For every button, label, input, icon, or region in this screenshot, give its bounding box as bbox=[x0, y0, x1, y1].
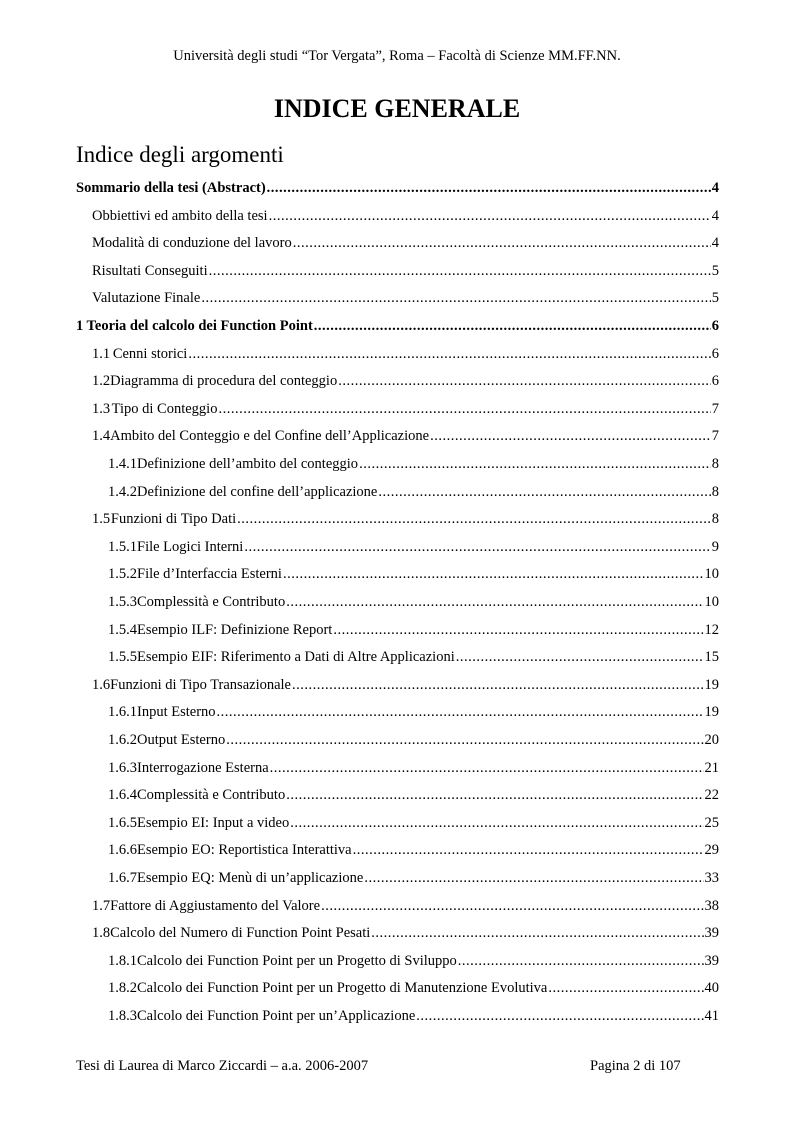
toc-leader-dots bbox=[364, 870, 703, 887]
toc-entry-number: 1.1 bbox=[92, 345, 111, 362]
toc-leader-dots bbox=[201, 290, 710, 307]
toc-entry[interactable] bbox=[92, 898, 719, 922]
footer-author: Tesi di Laurea di Marco Ziccardi – a.a. 2006-2007 bbox=[76, 1058, 369, 1074]
toc-entry-page: 29 bbox=[704, 842, 719, 859]
toc-entry-label: Esempio EQ: Menù di un’applicazione bbox=[137, 870, 364, 886]
toc-entry[interactable] bbox=[92, 677, 719, 701]
toc-entry[interactable] bbox=[92, 235, 719, 259]
toc-entry-label: Tipo di Conteggio bbox=[111, 400, 218, 417]
toc-entry-label: Esempio EIF: Riferimento a Dati di Altre Applicazioni bbox=[137, 649, 455, 666]
toc-entry-number: 1.8.2 bbox=[108, 980, 137, 997]
toc-entry-number: 1.6.5 bbox=[108, 814, 137, 831]
toc-entry-page: 25 bbox=[704, 814, 719, 831]
toc-entry-label: Calcolo del Numero di Function Point Pesati bbox=[110, 925, 371, 942]
toc-entry-number: 1.6.7 bbox=[108, 870, 137, 886]
toc-entry-label: Complessità e Contributo bbox=[137, 787, 286, 804]
toc-entry-number: 1.5.4 bbox=[108, 621, 137, 638]
toc-entry-number: 1.4.1 bbox=[108, 456, 137, 472]
toc-entry-number: 1.8 bbox=[92, 925, 111, 942]
toc-leader-dots bbox=[237, 511, 711, 528]
toc-entry-label: File d’Interfaccia Esterni bbox=[137, 566, 282, 583]
toc-entry[interactable] bbox=[108, 649, 719, 673]
toc-entry-label: Valutazione Finale bbox=[92, 290, 201, 307]
toc-leader-dots bbox=[416, 1008, 703, 1025]
toc-entry-page: 22 bbox=[704, 787, 719, 804]
page-header: Università degli studi “Tor Vergata”, Roma – Facoltà di Scienze MM.FF.NN. bbox=[173, 48, 621, 64]
toc-leader-dots bbox=[286, 787, 703, 804]
toc-leader-dots bbox=[270, 760, 704, 777]
toc-entry-page: 5 bbox=[711, 290, 719, 307]
toc-entry[interactable] bbox=[92, 346, 719, 370]
toc-entry-label: Complessità e Contributo bbox=[137, 594, 286, 610]
toc-entry-number: 1.6.1 bbox=[108, 704, 137, 721]
toc-entry[interactable] bbox=[76, 318, 719, 342]
toc-leader-dots bbox=[290, 815, 703, 832]
toc-entry-number: 1.5.2 bbox=[108, 566, 137, 583]
toc-entry[interactable] bbox=[108, 594, 719, 618]
toc-entry-number: 1.5.5 bbox=[108, 649, 137, 666]
toc-leader-dots bbox=[209, 263, 711, 280]
toc-entry-page: 6 bbox=[711, 345, 719, 362]
toc-entry-label: Interrogazione Esterna bbox=[137, 759, 269, 776]
toc-entry[interactable] bbox=[92, 401, 719, 425]
toc-entry-number: 1.6 bbox=[92, 676, 111, 693]
toc-entry[interactable] bbox=[92, 263, 719, 287]
toc-entry[interactable] bbox=[108, 732, 719, 756]
toc-entry-number: 1.6.2 bbox=[108, 732, 137, 748]
toc-leader-dots bbox=[458, 953, 704, 970]
toc-entry-page: 4 bbox=[711, 235, 719, 252]
toc-entry-label: Funzioni di Tipo Dati bbox=[110, 511, 237, 528]
toc-entry[interactable] bbox=[108, 760, 719, 784]
toc-entry-number: 1.4 bbox=[92, 428, 111, 445]
toc-entry-label: Diagramma di procedura del conteggio bbox=[110, 373, 338, 390]
toc-entry[interactable] bbox=[92, 373, 719, 397]
toc-leader-dots bbox=[378, 484, 710, 501]
toc-entry-page: 6 bbox=[711, 373, 719, 390]
toc-entry-number: 1.5 bbox=[92, 511, 111, 528]
toc-entry-label: Fattore di Aggiustamento del Valore bbox=[110, 897, 321, 914]
toc-entry-label: Esempio EO: Reportistica Interattiva bbox=[137, 842, 352, 859]
toc-leader-dots bbox=[321, 898, 703, 915]
toc-entry-page: 8 bbox=[711, 456, 719, 472]
toc-entry-label: Output Esterno bbox=[137, 732, 226, 748]
toc-entry-number: 1.7 bbox=[92, 897, 111, 914]
toc-entry[interactable] bbox=[108, 484, 719, 508]
toc-entry-number: 1.2 bbox=[92, 373, 111, 390]
toc-entry-label: Esempio EI: Input a video bbox=[137, 814, 290, 831]
toc-entry-page: 7 bbox=[711, 428, 719, 445]
toc-entry-label: Esempio ILF: Definizione Report bbox=[137, 621, 333, 638]
toc-entry-page: 12 bbox=[704, 621, 719, 638]
toc-entry-label: Definizione del confine dell’applicazione bbox=[137, 483, 378, 500]
toc-entry-number: 1.5.3 bbox=[108, 594, 137, 610]
toc-entry-page: 38 bbox=[704, 897, 719, 914]
main-title: INDICE GENERALE bbox=[273, 94, 521, 123]
toc-entry-label: Funzioni di Tipo Transazionale bbox=[110, 676, 291, 693]
toc-entry-label: Modalità di conduzione del lavoro bbox=[92, 235, 292, 252]
toc-entry-page: 39 bbox=[704, 952, 719, 969]
toc-entry[interactable] bbox=[92, 290, 719, 314]
toc-entry-page: 6 bbox=[711, 318, 719, 334]
toc-entry-number: 1.8.3 bbox=[108, 1008, 137, 1024]
toc-entry-number: 1.8.1 bbox=[108, 952, 137, 969]
toc-entry-page: 4 bbox=[711, 180, 719, 196]
toc-entry-page: 9 bbox=[711, 538, 719, 555]
footer-page-number: Pagina 2 di 107 bbox=[590, 1058, 681, 1074]
toc-leader-dots bbox=[548, 980, 703, 997]
toc-leader-dots bbox=[226, 732, 703, 749]
toc-entry-page: 19 bbox=[704, 676, 719, 693]
toc-leader-dots bbox=[269, 208, 711, 225]
toc-entry[interactable] bbox=[92, 925, 719, 949]
toc-leader-dots bbox=[267, 180, 711, 197]
toc-entry-label: Input Esterno bbox=[137, 704, 216, 721]
toc-leader-dots bbox=[244, 539, 710, 556]
toc-entry-label: Risultati Conseguiti bbox=[92, 262, 208, 279]
toc-entry[interactable] bbox=[92, 511, 719, 535]
toc-entry-label: Calcolo dei Function Point per un’Applicazione bbox=[137, 1008, 416, 1024]
toc-entry-number: 1.4.2 bbox=[108, 483, 137, 500]
toc-entry-label: Ambito del Conteggio e del Confine dell’Applicazione bbox=[110, 428, 430, 445]
toc-entry-page: 40 bbox=[704, 980, 719, 997]
toc-entry-page: 15 bbox=[704, 649, 719, 666]
toc-entry[interactable] bbox=[108, 456, 719, 480]
toc-entry-page: 19 bbox=[704, 704, 719, 721]
toc-entry[interactable] bbox=[92, 208, 719, 232]
toc-entry-label: Teoria del calcolo dei Function Point bbox=[86, 318, 313, 334]
toc-entry[interactable] bbox=[92, 428, 719, 452]
toc-entry-label: Cenni storici bbox=[112, 345, 188, 362]
toc-entry-page: 20 bbox=[704, 732, 719, 748]
toc-entry-page: 10 bbox=[704, 566, 719, 583]
toc-entry-number: 1.6.4 bbox=[108, 787, 137, 804]
toc-entry[interactable] bbox=[108, 1008, 719, 1032]
toc-entry-label: File Logici Interni bbox=[137, 538, 244, 555]
toc-entry[interactable] bbox=[108, 787, 719, 811]
toc-leader-dots bbox=[314, 318, 711, 335]
toc-entry-label: Definizione dell’ambito del conteggio bbox=[137, 456, 359, 472]
toc-leader-dots bbox=[283, 566, 704, 583]
section-title: Indice degli argomenti bbox=[76, 142, 284, 167]
toc-entry-number: 1.3 bbox=[92, 400, 111, 417]
toc-entry-label: Obbiettivi ed ambito della tesi bbox=[92, 207, 268, 224]
toc-entry[interactable] bbox=[108, 980, 719, 1004]
toc-entry[interactable] bbox=[108, 870, 719, 894]
toc-entry[interactable] bbox=[76, 180, 719, 204]
toc-leader-dots bbox=[456, 649, 704, 666]
toc-entry-number: 1 bbox=[76, 318, 84, 334]
toc-leader-dots bbox=[371, 925, 703, 942]
toc-entry-label: Sommario della tesi (Abstract) bbox=[76, 180, 266, 196]
toc-entry-page: 33 bbox=[704, 870, 719, 886]
toc-leader-dots bbox=[292, 677, 704, 694]
toc-entry[interactable] bbox=[108, 566, 719, 590]
toc-entry-page: 41 bbox=[704, 1008, 719, 1024]
toc-entry[interactable] bbox=[108, 539, 719, 563]
toc-entry-number: 1.6.6 bbox=[108, 842, 137, 859]
toc-leader-dots bbox=[338, 373, 711, 390]
toc-entry[interactable] bbox=[108, 953, 719, 977]
toc-entry[interactable] bbox=[108, 842, 719, 866]
toc-leader-dots bbox=[217, 704, 704, 721]
toc-entry-label: Calcolo dei Function Point per un Progetto di Sviluppo bbox=[137, 952, 457, 969]
toc-entry-label: Calcolo dei Function Point per un Progetto di Manutenzione Evolutiva bbox=[137, 980, 548, 997]
toc-entry-number: 1.5.1 bbox=[108, 538, 137, 555]
toc-leader-dots bbox=[333, 622, 703, 639]
toc-entry-page: 10 bbox=[704, 594, 719, 610]
toc-leader-dots bbox=[218, 401, 710, 418]
toc-entry-page: 39 bbox=[704, 925, 719, 942]
toc-leader-dots bbox=[430, 428, 711, 445]
toc-entry[interactable] bbox=[108, 815, 719, 839]
toc-entry-page: 21 bbox=[704, 759, 719, 776]
toc-entry-page: 5 bbox=[711, 262, 719, 279]
toc-leader-dots bbox=[353, 842, 704, 859]
toc-leader-dots bbox=[188, 346, 710, 363]
toc-leader-dots bbox=[286, 594, 703, 611]
toc-leader-dots bbox=[293, 235, 711, 252]
toc-entry-page: 4 bbox=[711, 207, 719, 224]
toc-entry-page: 8 bbox=[711, 511, 719, 528]
toc-entry[interactable] bbox=[108, 704, 719, 728]
toc-entry[interactable] bbox=[108, 622, 719, 646]
toc-entry-page: 8 bbox=[711, 483, 719, 500]
toc-entry-number: 1.6.3 bbox=[108, 759, 137, 776]
toc-entry-page: 7 bbox=[711, 400, 719, 417]
toc-leader-dots bbox=[359, 456, 711, 473]
